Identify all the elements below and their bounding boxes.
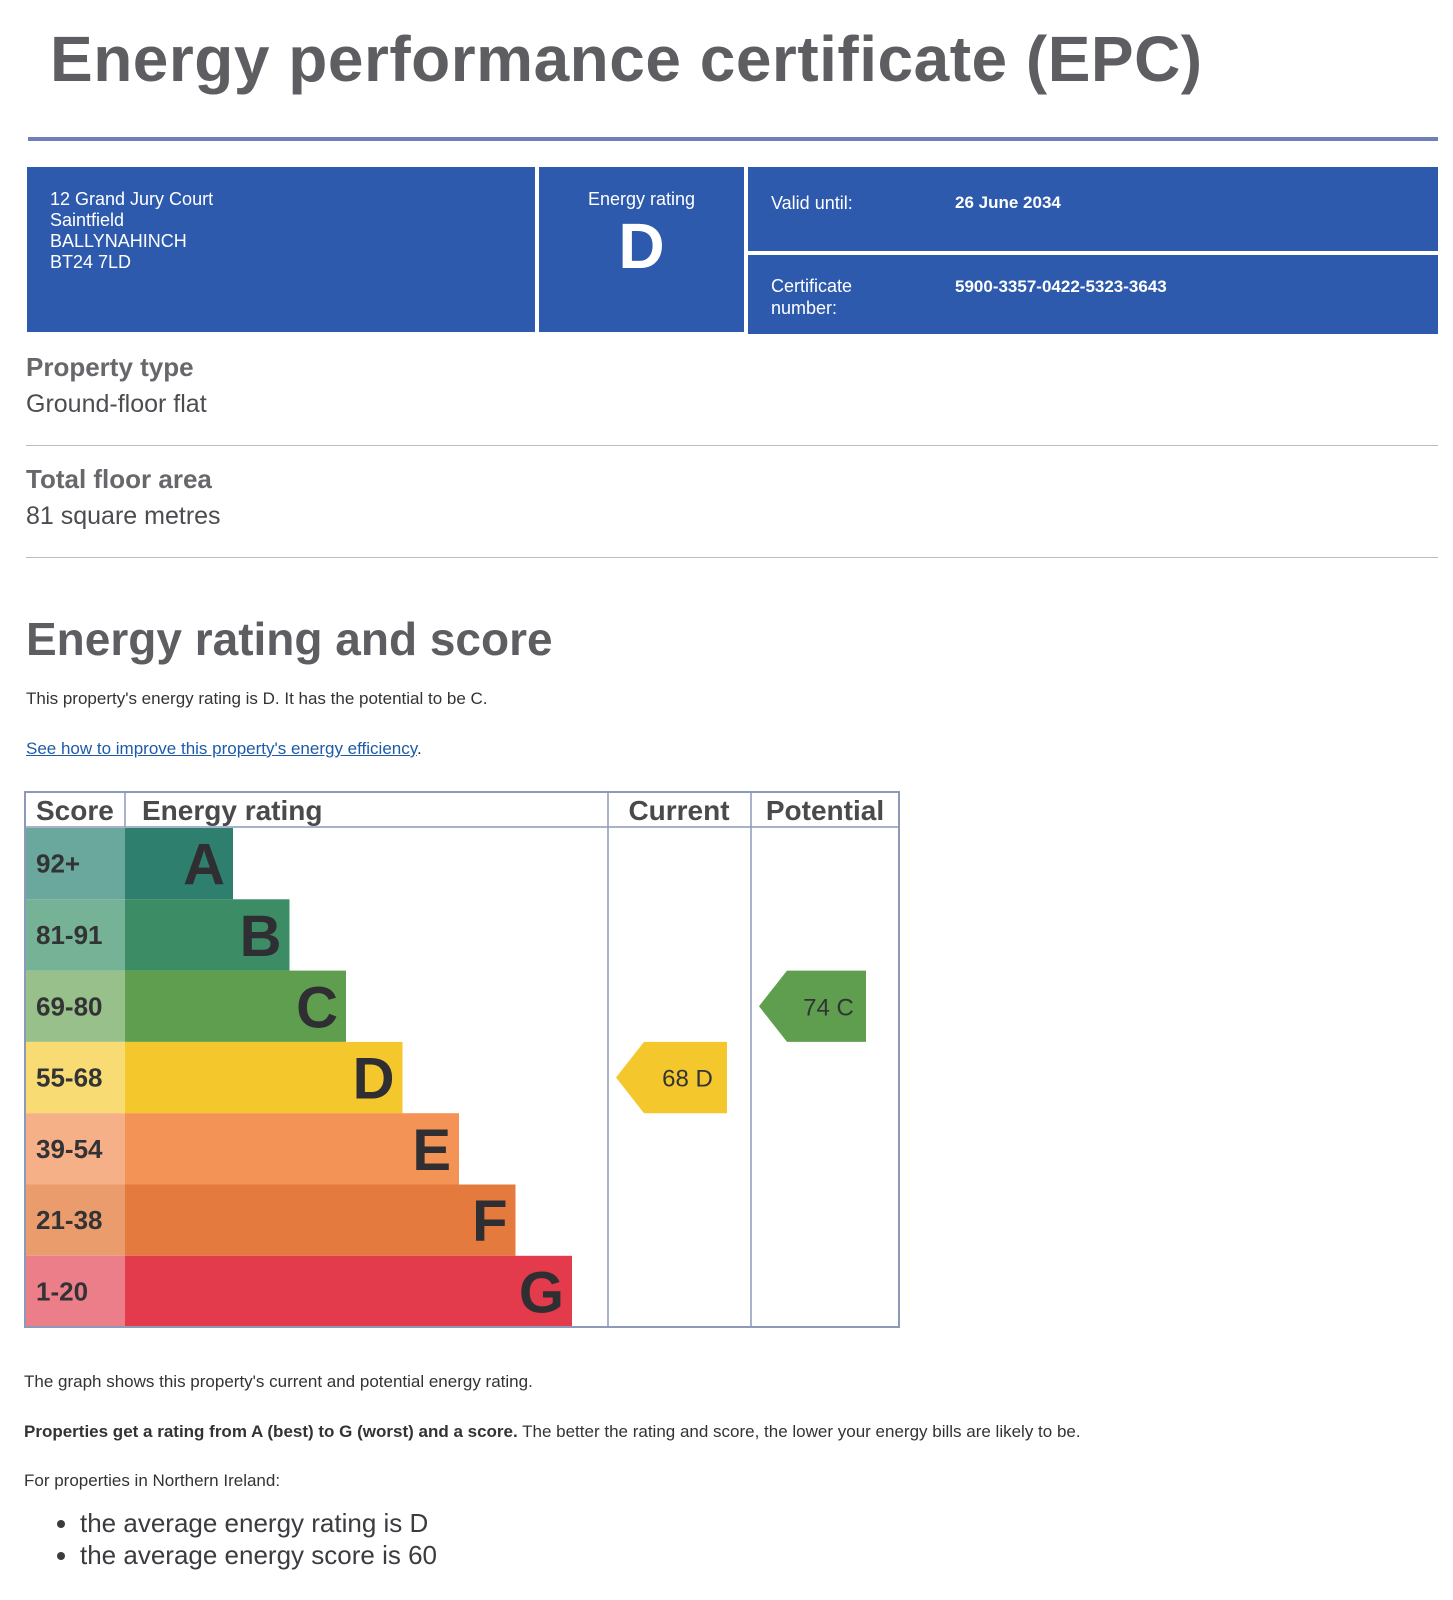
certificate-number-label: Certificate number: bbox=[771, 276, 853, 318]
band-letter-a: A bbox=[183, 832, 225, 898]
list-item: • the average energy score is 60 bbox=[80, 1539, 437, 1571]
rating-arrows bbox=[616, 971, 866, 1114]
score-column-header: Score bbox=[36, 795, 114, 826]
potential-rating-arrow-label: 74 C bbox=[803, 994, 854, 1022]
certificate-number-value: 5900-3357-0422-5323-3643 bbox=[955, 277, 1167, 296]
link-suffix: . bbox=[416, 739, 422, 758]
band-letter-d: D bbox=[352, 1046, 395, 1112]
band-score-label: 21-38 bbox=[36, 1205, 103, 1236]
floor-area-label: Total floor area bbox=[26, 464, 212, 494]
address-line: BT24 7LD bbox=[50, 252, 132, 272]
valid-until-panel bbox=[748, 167, 1438, 251]
current-column-header: Current bbox=[628, 795, 730, 826]
address-line: BALLYNAHINCH bbox=[50, 231, 187, 251]
address-panel bbox=[27, 167, 535, 332]
band-bar-g bbox=[125, 1256, 572, 1327]
valid-until-value: 26 June 2034 bbox=[955, 193, 1061, 212]
band-score-label: 55-68 bbox=[36, 1062, 103, 1093]
section-divider bbox=[26, 557, 1438, 558]
floor-area-value: 81 square metres bbox=[26, 502, 221, 530]
energy-rating-chart bbox=[24, 791, 900, 1334]
certificate-number-panel bbox=[748, 255, 1438, 334]
rating-bands bbox=[25, 828, 572, 1327]
improve-link-row bbox=[26, 739, 422, 759]
ni-averages-list bbox=[50, 1507, 437, 1571]
energy-rating-heading: Energy rating and score bbox=[26, 613, 553, 665]
band-score-label: 81-91 bbox=[36, 919, 103, 950]
improve-efficiency-link[interactable]: See how to improve this property's energy efficiency bbox=[26, 739, 417, 758]
band-score-label: 1-20 bbox=[36, 1276, 89, 1307]
energy-rating-label: Energy rating bbox=[587, 189, 696, 209]
section-divider bbox=[26, 445, 1438, 446]
band-score-label: 39-54 bbox=[36, 1133, 103, 1164]
page-title: Energy performance certificate (EPC) bbox=[50, 23, 1203, 95]
energy-rating-letter: D bbox=[618, 210, 665, 282]
band-letter-b: B bbox=[239, 903, 282, 969]
list-item: • the average energy rating is D bbox=[80, 1507, 437, 1539]
potential-column-header: Potential bbox=[765, 795, 885, 826]
rating-scale-bold: Properties get a rating from A (best) to G (worst) and a score. bbox=[24, 1422, 518, 1441]
rating-scale-rest: The better the rating and score, the lower your energy bills are likely to be. bbox=[517, 1422, 1081, 1441]
address-line: 12 Grand Jury Court bbox=[50, 189, 214, 209]
address-line: Saintfield bbox=[50, 210, 125, 230]
current-rating-arrow-label: 68 D bbox=[662, 1065, 713, 1093]
band-letter-g: G bbox=[518, 1260, 564, 1326]
valid-until-label: Valid until: bbox=[771, 193, 853, 213]
band-score-label: 69-80 bbox=[36, 991, 103, 1022]
property-type-label: Property type bbox=[26, 352, 194, 382]
rating-scale-text bbox=[24, 1422, 1081, 1442]
address bbox=[50, 189, 213, 273]
band-letter-e: E bbox=[412, 1117, 451, 1183]
rating-column-header: Energy rating bbox=[142, 795, 323, 826]
band-score-label: 92+ bbox=[36, 848, 81, 879]
energy-rating-panel bbox=[539, 167, 744, 332]
title-divider bbox=[28, 137, 1438, 141]
band-letter-f: F bbox=[472, 1189, 508, 1255]
property-type-value: Ground-floor flat bbox=[26, 390, 207, 418]
band-bar-e bbox=[125, 1113, 459, 1184]
ni-intro: For properties in Northern Ireland: bbox=[24, 1471, 281, 1490]
graph-note: The graph shows this property's current and potential energy rating. bbox=[24, 1372, 533, 1391]
band-letter-c: C bbox=[296, 975, 338, 1041]
rating-statement: This property's energy rating is D. It has the potential to be C. bbox=[26, 689, 488, 708]
band-bar-f bbox=[125, 1185, 516, 1256]
